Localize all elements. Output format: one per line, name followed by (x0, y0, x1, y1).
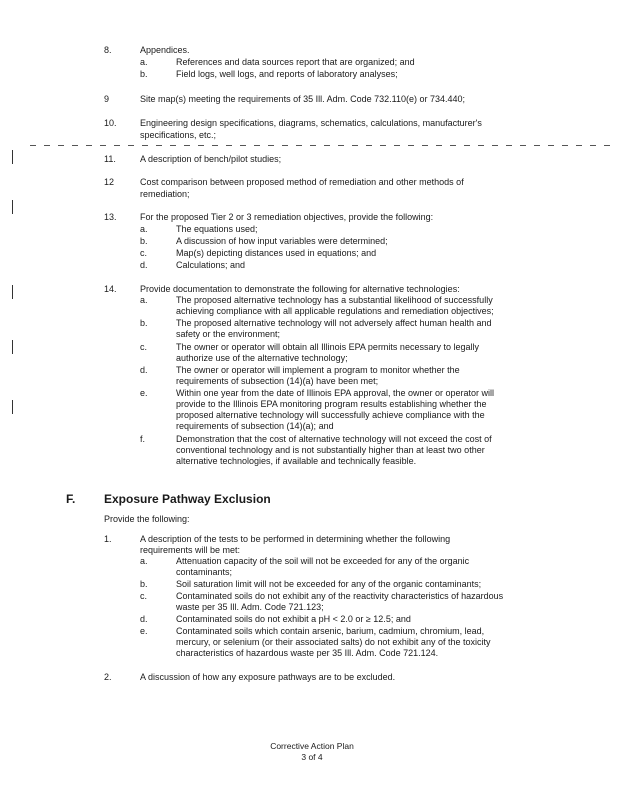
margin-mark (12, 340, 13, 354)
sub-label: c. (140, 248, 148, 258)
item-number: 11. (104, 154, 116, 164)
item-number: 10. (104, 118, 117, 128)
sub-label: b. (140, 318, 148, 328)
sub-text: conventional technology and is not substantially higher than at least two other (176, 445, 485, 455)
sub-text: Map(s) depicting distances used in equations; and (176, 248, 377, 258)
sub-label: a. (140, 57, 148, 67)
sub-label: d. (140, 365, 148, 375)
footer-title: Corrective Action Plan (270, 741, 354, 751)
sub-text: alternative technologies, if available and technically feasible. (176, 456, 417, 466)
section-title: Exposure Pathway Exclusion (104, 492, 271, 506)
sub-text: The owner or operator will implement a program to monitor whether the (176, 365, 460, 375)
item-number: 14. (104, 284, 117, 294)
sub-text: The owner or operator will obtain all Illinois EPA permits necessary to legally (176, 342, 479, 352)
section-letter: F. (66, 492, 76, 506)
item-number: 2. (104, 672, 112, 682)
sub-label: c. (140, 342, 148, 352)
margin-mark (12, 400, 13, 414)
sub-text: Demonstration that the cost of alternative technology will not exceed the cost of (176, 434, 492, 444)
item-number: 1. (104, 534, 112, 544)
sub-label: a. (140, 224, 148, 234)
sub-text: mercury, or selenium (or their associated salts) do not exhibit any of the toxicity (176, 637, 491, 647)
sub-text: authorize use of the alternative technology; (176, 353, 348, 363)
sub-text: achieving compliance with all applicable regulations and remediation objectives; (176, 306, 494, 316)
sub-text: safety or the environment; (176, 329, 281, 339)
sub-text: A discussion of how input variables were determined; (176, 236, 388, 246)
sub-text: requirements of subsection (14)(a) have been met; (176, 376, 379, 386)
sub-text: contaminants; (176, 567, 233, 577)
item-text: A description of the tests to be performed in determining whether the following (140, 534, 451, 544)
sub-label: b. (140, 579, 148, 589)
sub-text: Attenuation capacity of the soil will not be exceeded for any of the organic (176, 556, 470, 566)
item-number: 9 (104, 94, 110, 104)
item-number: 13. (104, 212, 117, 222)
sub-label: a. (140, 556, 148, 566)
section-intro: Provide the following: (104, 514, 190, 524)
margin-mark (12, 285, 13, 299)
sub-text: Contaminated soils do not exhibit a pH < 2.0 or ≥ 12.5; and (176, 614, 411, 624)
item-text: Site map(s) meeting the requirements of 35 Ill. Adm. Code 732.110(e) or 734.440; (140, 94, 466, 104)
sub-text: waste per 35 Ill. Adm. Code 721.123; (176, 602, 324, 612)
sub-text: The proposed alternative technology will not adversely affect human health and (176, 318, 492, 328)
sub-text: The proposed alternative technology has a substantial likelihood of successfully (176, 295, 493, 305)
sub-text: Contaminated soils do not exhibit any of the reactivity characteristics of hazardous (176, 591, 504, 601)
sub-label: d. (140, 260, 148, 270)
footer-page-number: 3 of 4 (301, 752, 323, 762)
sub-text: References and data sources report that are organized; and (176, 57, 415, 67)
sub-text: provide to the Illinois EPA monitoring program results establishing whether the (176, 399, 487, 409)
sub-text: proposed alternative technology will successfully achieve compliance with the (176, 410, 485, 420)
item-text: remediation; (140, 189, 190, 199)
margin-mark (12, 150, 13, 164)
item-number: 12 (104, 177, 115, 187)
item-text: Appendices. (140, 45, 190, 55)
sub-label: b. (140, 236, 148, 246)
sub-text: characteristics of hazardous waste per 35 Ill. Adm. Code 721.124. (176, 648, 439, 658)
sub-text: Field logs, well logs, and reports of laboratory analyses; (176, 69, 398, 79)
sub-text: Soil saturation limit will not be exceeded for any of the organic contaminants; (176, 579, 482, 589)
item-text: For the proposed Tier 2 or 3 remediation objectives, provide the following: (140, 212, 434, 222)
margin-mark (12, 200, 13, 214)
item-text: Cost comparison between proposed method of remediation and other methods of (140, 177, 464, 187)
sub-text: The equations used; (176, 224, 258, 234)
sub-label: f. (140, 434, 146, 444)
sub-label: e. (140, 626, 148, 636)
item-text: specifications, etc.; (140, 130, 217, 140)
item-text: A description of bench/pilot studies; (140, 154, 282, 164)
item-text: requirements will be met: (140, 545, 241, 555)
sub-label: b. (140, 69, 148, 79)
sub-text: Contaminated soils which contain arsenic, barium, cadmium, chromium, lead, (176, 626, 485, 636)
sub-text: Within one year from the date of Illinois EPA approval, the owner or operator will (176, 388, 494, 398)
item-text: Engineering design specifications, diagrams, schematics, calculations, manufacturer's (140, 118, 482, 128)
sub-label: d. (140, 614, 148, 624)
sub-label: e. (140, 388, 148, 398)
item-text: A discussion of how any exposure pathways are to be excluded. (140, 672, 396, 682)
item-number: 8. (104, 45, 112, 55)
sub-text: Calculations; and (176, 260, 246, 270)
scan-artifact-line (30, 145, 610, 146)
sub-text: requirements of subsection (14)(a); and (176, 421, 334, 431)
sub-label: a. (140, 295, 148, 305)
sub-label: c. (140, 591, 148, 601)
item-text: Provide documentation to demonstrate the following for alternative technologies: (140, 284, 460, 294)
